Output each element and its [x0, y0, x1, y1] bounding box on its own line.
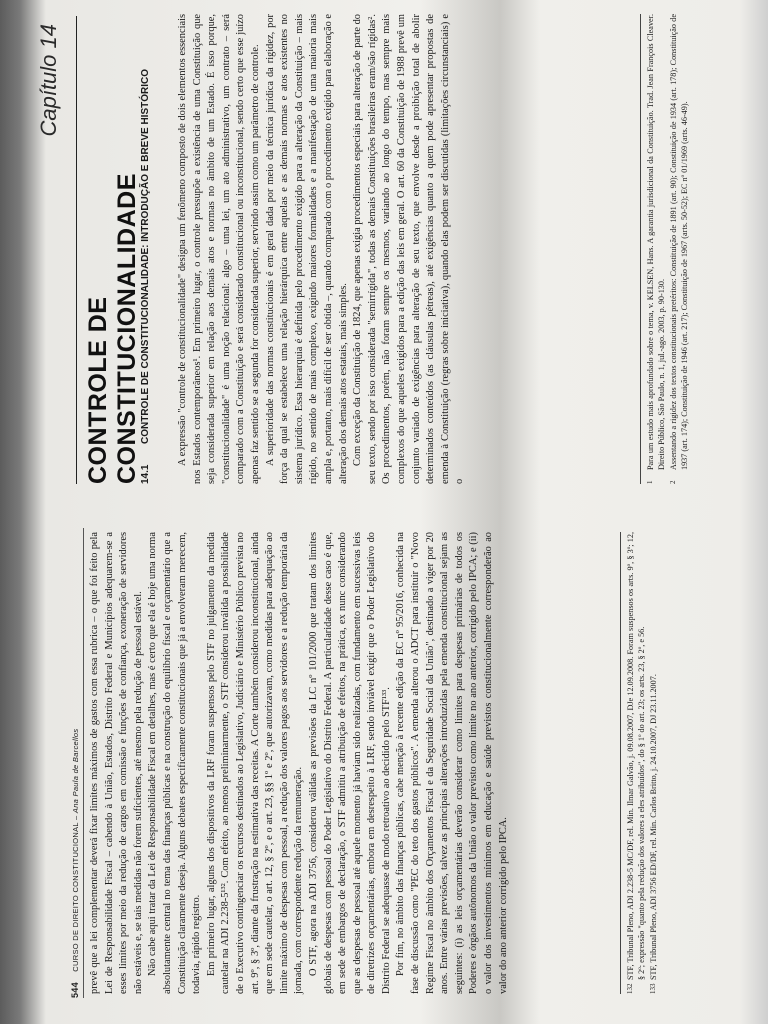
- page-number: 544: [70, 982, 80, 998]
- paragraph: A expressão "controle de constitucionalidade" designa um fenômeno composto de dois elementos essenciais nos Estados contemporâneos¹. Em primeiro lugar, o controle pressupõe a existência de uma Constituição que seja considerada superior em relação aos demais atos e normas no âmbito de um Estado. É isso porque, "constitucionalidade" é uma noção relacional: algo – uma lei, um ato administrativo, um contrato – será comparado com a Constituição e será considerado constitucional ou inconstitucional, sendo certo que esse juízo apenas faz sentido se a segunda for considerada superior, servindo assim como um parâmetro de controle.: [177, 14, 261, 484]
- footnote: [625, 532, 647, 994]
- footnote-text: STF, Tribunal Pleno, ADI 3756 ED/DF, rel. Min. Carlos Britto, j. 24.10.2007, DJ 23.11.2007.: [649, 674, 658, 980]
- footnote-number: 132: [626, 983, 634, 994]
- right-page: [0, 0, 768, 506]
- chapter-title: CONTROLE DE CONSTITUCIONALIDADE: [84, 173, 141, 484]
- footnote: [668, 14, 690, 484]
- paragraph: Com exceção da Constituição de 1824, que apenas exigia procedimentos especiais para alteração de parte do seu texto, sendo por isso considerada "semirrígida", todas as demais Constituições brasileiras eram/são rígidas². Os procedimentos, porém, não foram sempre os mesmos, variando ao longo do tempo, mas sempre mais complexos do que aqueles exigidos para a edição das leis em geral. O art. 60 da Constituição de 1988 prevê um conjunto variado de exigências para alteração de seu texto, que envolve desde a proibição total de abolir determinados conteúdos (as cláusulas pétreas), até exigências quanto a quem pode apresentar propostas de emenda à Constituição (regras sobre iniciativa), quando elas podem ser discutidas (limitações circunstanciais) e o: [352, 14, 466, 484]
- paragraph: prevê que a lei complementar deverá fixar limites máximos de gastos com essa rubrica – o que foi feito pela Lei de Responsabilidade Fiscal – cabendo à União, Estados, Distrito Federal e Municípios adequarem-se a esses limites por meio da redução de cargos em comissão e funções de confiança, exoneração de servidores não estáveis e, se tais medidas não forem suficientes, até mesmo pela redução de pessoal estável.: [89, 532, 144, 994]
- paragraph: O STF, agora na ADI 3756, considerou válidas as previsões da LC nº 101/2000 que tratam dos limites globais de despesas com pessoal do Poder Legislativo do Distrito Federal. A particularidade desse caso é que, em sede de embargos de declaração, o STF admitiu a atribuição de efeitos, na prática, ex nunc considerando que as despesas de pessoal até aquele momento já haviam sido realizadas, com fundamento em sucessivas leis de diretrizes orçamentárias, embora em desrespeito à LRF, sendo inviável exigir que o Poder Legislativo do Distrito Federal se adequasse de modo retroativo ao decidido pelo STF¹³³.: [307, 532, 392, 994]
- chapter-rule: [76, 16, 77, 484]
- footnotes: [640, 14, 691, 484]
- paragraph: A superioridade das normas constitucionais é em geral dada por meio da técnica jurídica da rigidez, por força da qual se estabelece uma relação hierárquica entre aquelas e as demais normas e atos existentes no sistema jurídico. Essa hierarquia é definida pelo procedimento exigido para a alteração da Constituição – mais rígido, no sentido de mais complexo, exigindo maiores formalidades e a manifestação de uma maioria mais ampla e, portanto, mais difícil de ser obtida –, quando comparado com o procedimento exigido para elaboração e alteração dos demais atos estatais, mais simples.: [264, 14, 349, 484]
- footnote-text: STF, Tribunal Pleno, ADI 2.238-5 MC/DF, rel. Min. Ilmar Galvão, j. 09.08.2007, DJe 12.09.2008. Foram suspensos os arts. 9º, § 3º; 12, § 2º; expressão "quanto pela redução dos valores a eles atribuídos", do § 1º do art. 23; os arts. 23, § 2º, e 56.: [626, 532, 646, 980]
- book-title: CURSO DE DIREITO CONSTITUCIONAL: [71, 822, 80, 972]
- author-name: Ana Paula de Barcellos: [71, 728, 80, 814]
- left-body-text: [88, 532, 511, 994]
- right-body-text: [176, 14, 468, 484]
- section-title: CONTROLE DE CONSTITUCIONALIDADE: INTRODUÇÃO E BREVE HISTÓRICO: [140, 68, 151, 444]
- footnote-number: 2: [669, 480, 677, 484]
- left-page: [0, 519, 768, 1024]
- footnote: [648, 532, 659, 994]
- footnotes: [620, 532, 660, 994]
- paragraph: Em primeiro lugar, alguns dos dispositivos da LRF foram suspensos pelo STF no julgamento da medida cautelar na ADI 2.238-5¹³². Com efeito, ao menos preliminarmente, o STF considerou inválida a possibilidade de o Executivo contingenciar os recursos destinados ao Legislativo, Judiciário e Ministério Público prevista no art. 9º, § 3º, diante da frustração na estimativa das receitas. A Corte também considerou inconstitucional, ainda que em sede cautelar, o art. 12, § 2º, e o art. 23, §§ 1º e 2º, que autorizavam, como medidas para adequação ao limite máximo de despesas com pessoal, a redução dos valores pagos aos servidores e a redução temporária da jornada, com correspondente redução da remuneração.: [205, 532, 305, 994]
- paragraph: Não cabe aqui tratar da Lei de Responsabilidade Fiscal em detalhes, mas é certo que ela é hoje uma norma absolutamente central no tema das finanças públicas e na construção do equilíbrio fiscal e orçamentário que a Constituição claramente deseja. Alguns debates especificamente constitucionais que já a envolveram merecem, todavia, rápido registro.: [147, 532, 203, 994]
- footnote-text: Assentando a rigidez dos textos constitucionais pretéritos: Constituição de 1891 (art. 90); Constituição de 1934 (art. 178); Constituição de 1937 (art. 174); Constituição de 1946 (art. 217); Constituição de 1967 (arts. 50-52); EC nº 01/1969 (arts. 46-49).: [669, 14, 689, 470]
- chapter-label: Capítulo 14: [36, 24, 61, 137]
- footnote-number: 133: [649, 983, 657, 994]
- paragraph: Por fim, no âmbito das finanças públicas, cabe menção à recente edição da EC nº 95/2016, conhecida na fase de discussão como "PEC do teto dos gastos públicos". A emenda alterou o ADCT para instituir o "Novo Regime Fiscal no âmbito dos Orçamentos Fiscal e da Seguridade Social da União", destinado a viger por 20 anos. Entre várias previsões, talvez as principais alterações introduzidas pela emenda constitucional sejam as seguintes: (i) as leis orçamentárias deverão considerar como limites para despesas primárias de todos os Poderes e órgãos autônomos da União o valor previsto como limite no ano anterior, corrigido pelo IPCA; e (ii) o valor dos investimentos mínimos em educação e saúde previstos constitucionalmente corresponderão ao valor do ano anterior corrigido pelo IPCA.: [395, 532, 509, 994]
- section-number: 14.1: [140, 464, 151, 484]
- section-heading: [140, 14, 152, 484]
- running-head: 544 CURSO DE DIREITO CONSTITUCIONAL – Ana Paula de Barcellos: [70, 528, 84, 998]
- footnote-number: 1: [646, 480, 654, 484]
- footnote-text: Para um estudo mais aprofundado sobre o tema, v. KELSEN, Hans. A garantia jurisdicional da Constituição. Trad. Jean François Cleaver. Direito Público, São Paulo, n. 1, jul.-ago. 2003, p. 90-130.: [646, 14, 666, 470]
- footnote: [645, 14, 667, 484]
